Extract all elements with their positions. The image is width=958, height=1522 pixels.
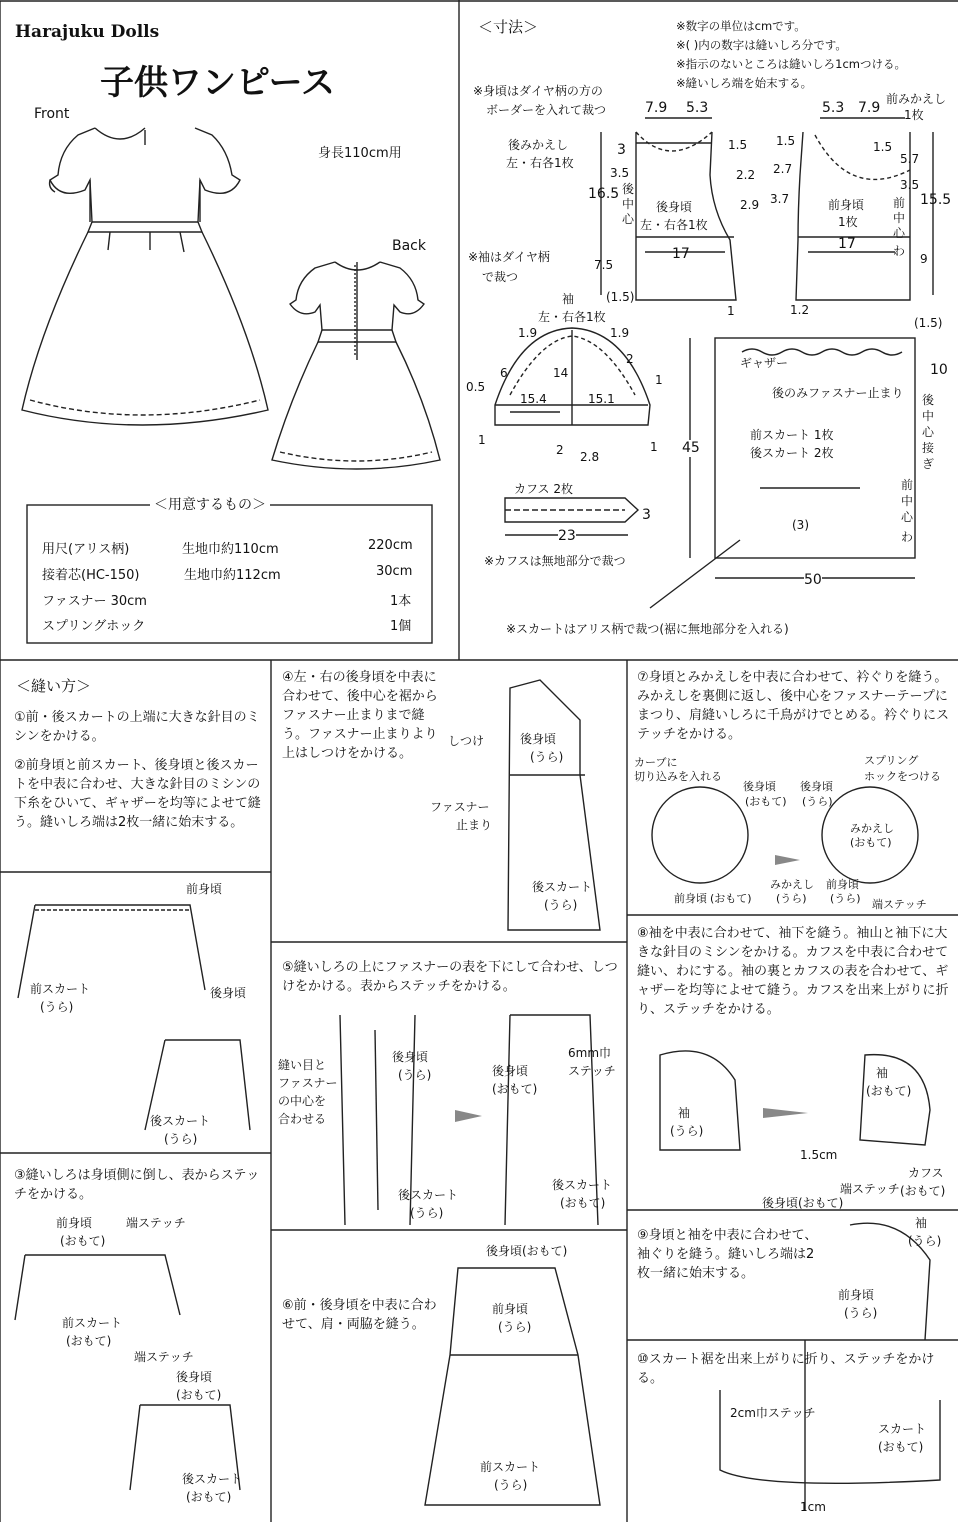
dim-value: 5.3 (686, 100, 709, 116)
brand-name: Harajuku Dolls (15, 22, 160, 42)
diagram-label: (うら) (164, 1132, 198, 1146)
diagram-label: 後身頃 (492, 1064, 529, 1078)
step-8: ⑧袖を中表に合わせて、袖下を縫う。袖山と袖下に大きな針目のミシンをかける。カフスを中表に合わせて縫い、わにする。袖の裏とカフスの表を合わせて、ギャザーを均等によせて縫う。カフスを出来上がりに折り、ステッチをかける。 (637, 926, 949, 1017)
piece-label: 1枚 (904, 108, 924, 122)
diagram-label: 後身頃(おもて) (486, 1244, 568, 1258)
center-label: 心 (922, 425, 935, 439)
dim-value: 23 (558, 528, 576, 544)
center-label: 心 (622, 212, 635, 226)
dim-value: (1.5) (606, 290, 635, 304)
diagram-label: 袖 (915, 1216, 928, 1230)
diagram-label: (うら) (410, 1206, 444, 1220)
diagram-label: 前身頃 (826, 878, 859, 891)
diagram-label: 端ステッチ (872, 898, 927, 911)
step-9: ⑨身頃と袖を中表に合わせて、袖ぐりを縫う。縫いしろ端は2枚一緒に始末する。 (637, 1228, 818, 1281)
dim-value: 15.5 (920, 192, 952, 208)
material-row-qty: 1個 (390, 619, 412, 634)
center-label: 接 (922, 441, 935, 455)
dim-value: 1 (478, 433, 486, 447)
back-dress-drawing (272, 262, 440, 469)
piece-label: 前みかえし (886, 92, 947, 106)
diagram-label: しつけ (448, 734, 485, 748)
piece-label: 後みかえし (508, 138, 569, 152)
center-label: 心 (893, 226, 906, 240)
dim-value: 45 (682, 440, 700, 456)
note: ※( )内の数字は縫いしろ分です。 (676, 38, 847, 52)
dim-value: 0.5 (466, 380, 486, 394)
center-label: 中 (901, 494, 914, 508)
diagram-label: (うら) (498, 1320, 532, 1334)
center-label: ぎ (922, 457, 935, 471)
front-bodice-pattern (796, 118, 933, 300)
step-2: ②前身頃と前スカート、後身頃と後スカートを中表に合わせ、大きな針目のミシンの下糸をひいて、ギャザーを均等によせて縫う。縫いしろ端は2枚一緒に始末する。 (14, 758, 261, 830)
diagram-label: (おもて) (866, 1084, 912, 1098)
diagram-label: (うら) (40, 1000, 74, 1014)
center-label: 後 (622, 182, 635, 196)
diagram-label: スプリング (864, 754, 919, 767)
diagram-label: 袖 (876, 1066, 889, 1080)
center-label: 後 (922, 393, 935, 407)
dim-value: 3.5 (610, 166, 630, 180)
diagram-label: 後身頃 (800, 780, 833, 793)
dim-value: 5.3 (822, 100, 845, 116)
diagram-label: (うら) (398, 1068, 432, 1082)
diagram-label: (おもて) (560, 1196, 606, 1210)
piece-label: ギャザー (740, 356, 789, 370)
dim-value: 2.2 (736, 168, 756, 182)
material-row-name: ファスナー 30cm (42, 594, 147, 609)
diagram-label: 後身頃 (743, 780, 776, 793)
diagram-label: ステッチ (568, 1064, 616, 1078)
diagram-label: 後スカート (150, 1114, 211, 1128)
dim-value: 2 (556, 443, 564, 457)
diagram-label: 後スカート (532, 880, 593, 894)
piece-label: 左・右各1枚 (506, 156, 574, 170)
diagram-label: の中心を (278, 1094, 327, 1108)
front-dress-drawing (22, 128, 268, 425)
dim-value: 16.5 (588, 186, 620, 202)
step-1: ①前・後スカートの上端に大きな針目のミシンをかける。 (14, 710, 260, 744)
piece-label: カフス 2枚 (514, 482, 573, 496)
dim-value: 15.4 (520, 392, 547, 406)
diagram-label: 前身頃 (186, 882, 223, 896)
back-label: Back (392, 238, 426, 254)
dim-value: 50 (804, 572, 822, 588)
diagram-label: ファスナー (278, 1076, 338, 1090)
diagram-label: (おもて) (900, 1184, 946, 1198)
dim-value: 1 (727, 304, 735, 318)
center-label: わ (901, 530, 914, 544)
dim-value: 2.8 (580, 450, 600, 464)
material-row-qty: 30cm (376, 564, 413, 579)
diagram-label: ホックをつける (864, 770, 941, 783)
diagram-label: カフス (908, 1166, 944, 1180)
dim-value: (1.5) (914, 316, 943, 330)
material-row-spec: 生地巾約110cm (182, 542, 279, 557)
dim-value: 1.2 (790, 303, 810, 317)
diagram-label: 端ステッチ (126, 1216, 186, 1230)
diagram-label: みかえし (770, 878, 814, 891)
dim-value: 5.7 (900, 152, 920, 166)
dim-value: 2 (626, 352, 634, 366)
dim-value: 3.7 (770, 192, 790, 206)
dim-value: 3 (642, 507, 651, 523)
step-5: ⑤縫いしろの上にファスナーの表を下にして合わせ、しつけをかける。表からステッチをかける。 (282, 960, 618, 994)
step-6: ⑥前・後身頃を中表に合わせて、肩・両脇を縫う。 (282, 1298, 437, 1332)
material-row-name: 用尺(アリス柄) (42, 542, 130, 557)
piece-label: 前スカート 1枚 (750, 428, 834, 442)
dim-value: 3.5 (900, 178, 920, 192)
diagram-label: 前身頃 (56, 1216, 93, 1230)
cuff-note: ※カフスは無地部分で裁つ (484, 554, 626, 568)
dim-value: 10 (930, 362, 948, 378)
bodice-note: ボーダーを入れて裁つ (486, 103, 607, 117)
diagram-label: 後身頃 (176, 1370, 213, 1384)
diagram-label: 後身頃 (210, 986, 247, 1000)
materials-heading: ＜用意するもの＞ (150, 497, 270, 514)
center-label: 前 (901, 478, 914, 492)
material-row-qty: 220cm (368, 538, 413, 553)
diagram-label: 後スカート (552, 1178, 613, 1192)
dim-value: 17 (672, 246, 690, 262)
diagram-label: (うら) (530, 750, 564, 764)
diagram-label: (うら) (494, 1478, 528, 1492)
dim-value: 1.9 (610, 326, 630, 340)
dim-value: 3 (617, 142, 626, 158)
center-label: 前 (893, 196, 906, 210)
diagram-label: 1.5cm (800, 1148, 838, 1162)
diagram-label: 前身頃 (838, 1288, 875, 1302)
diagram-label: 前身頃 (674, 892, 707, 905)
diagram-label: 合わせる (278, 1112, 327, 1126)
diagram-label: 前スカート (30, 982, 91, 996)
center-label: 心 (901, 510, 914, 524)
diagram-label: 前身頃 (492, 1302, 529, 1316)
center-label: 中 (893, 211, 906, 225)
note: ※指示のないところは縫いしろ1cmつける。 (676, 57, 906, 71)
diagram-label: (うら) (802, 795, 833, 808)
piece-label: 左・右各1枚 (538, 310, 606, 324)
diagram-label: ファスナー (430, 800, 490, 814)
piece-label: 後スカート 2枚 (750, 446, 834, 460)
sleeve-note: ※袖はダイヤ柄 (468, 250, 550, 264)
diagram-label: (おもて) (60, 1234, 106, 1248)
diagram-label: (うら) (544, 898, 578, 912)
step-7: ⑦身頃とみかえしを中表に合わせて、衿ぐりを縫う。みかえしを裏側に返し、後中心をファスナーテープにまつり、肩縫いしろに千鳥がけでとめる。衿ぐりにステッチをかける。 (637, 670, 950, 742)
diagram-label: (おもて) (745, 795, 787, 808)
step-4: ④左・右の後身頃を中表に合わせて、後中心を裾からファスナー止まりまで縫う。ファスナー止まりより上はしつけをかける。 (282, 670, 438, 761)
piece-label: 1枚 (838, 215, 858, 229)
diagram-label: (うら) (908, 1234, 942, 1248)
diagram-label: (おもて) (850, 836, 892, 849)
diagram-label: 後身頃 (520, 732, 557, 746)
center-label: 中 (622, 197, 635, 211)
diagram-label: 袖 (678, 1106, 691, 1120)
diagram-label: (おもて) (878, 1440, 924, 1454)
diagram-label: (うら) (670, 1124, 704, 1138)
diagram-label: (うら) (830, 892, 861, 905)
diagram-label: 端ステッチ (134, 1350, 194, 1364)
bodice-note: ※身頃はダイヤ柄の方の (473, 84, 603, 98)
dim-value: 7.5 (594, 258, 614, 272)
dim-value: 7.9 (858, 100, 881, 116)
material-row-name: スプリングホック (42, 619, 146, 634)
dim-value: 1.5 (728, 138, 748, 152)
diagram-label: 端ステッチ (840, 1182, 900, 1196)
diagram-label: 止まり (456, 818, 493, 832)
step-3: ③縫いしろは身頃側に倒し、表からステッチをかける。 (14, 1168, 260, 1202)
diagram-label: (おもて) (186, 1490, 232, 1504)
material-row-qty: 1本 (390, 594, 412, 609)
diagram-label: (おもて) (492, 1082, 538, 1096)
diagram-label: カーブに (634, 756, 678, 769)
dim-value: 17 (838, 236, 856, 252)
piece-label: 袖 (562, 292, 575, 306)
sewing-heading: ＜縫い方＞ (16, 677, 92, 695)
center-label: 中 (922, 409, 935, 423)
size-label: 身長110cm用 (318, 146, 402, 161)
diagram-label: 6mm巾 (568, 1046, 612, 1060)
dim-value: 1 (650, 440, 658, 454)
piece-label: 後のみファスナー止まり (772, 386, 904, 400)
diagram-label: みかえし (850, 822, 894, 835)
diagram-label: 前スカート (62, 1316, 123, 1330)
dim-value: 2.7 (773, 162, 793, 176)
dim-value: 1.5 (873, 140, 893, 154)
page-title: 子供ワンピース (100, 63, 335, 103)
diagram-label: 前スカート (480, 1460, 541, 1474)
note: ※数字の単位はcmです。 (676, 19, 806, 33)
diagram-label: 1cm (800, 1500, 826, 1514)
dim-value: 1 (655, 373, 663, 387)
dim-value: (3) (792, 518, 809, 532)
dimensions-heading: ＜寸法＞ (478, 18, 539, 36)
sleeve-pattern (495, 328, 650, 425)
diagram-label: 後スカート (398, 1188, 459, 1202)
dim-value: 6 (500, 366, 508, 380)
dim-value: 14 (553, 366, 569, 380)
skirt-note: ※スカートはアリス柄で裁つ(裾に無地部分を入れる) (506, 622, 789, 636)
dim-value: 9 (920, 252, 928, 266)
diagram-label: 2cm巾ステッチ (730, 1406, 816, 1420)
material-row-spec: 生地巾約112cm (184, 568, 281, 583)
diagram-label: 後スカート (182, 1472, 243, 1486)
front-label: Front (34, 106, 70, 122)
dim-value: 1.5 (776, 134, 796, 148)
diagram-label: (おもて) (710, 892, 752, 905)
piece-label: 後身頃 (656, 200, 693, 214)
diagram-label: 縫い目と (278, 1058, 327, 1072)
dim-value: 2.9 (740, 198, 760, 212)
skirt-pattern (650, 338, 915, 608)
dim-value: 1.9 (518, 326, 538, 340)
dim-value: 15.1 (588, 392, 615, 406)
step-10: ⑩スカート裾を出来上がりに折り、ステッチをかける。 (637, 1352, 935, 1386)
dim-value: 7.9 (645, 100, 668, 116)
material-row-name: 接着芯(HC-150) (42, 568, 140, 583)
piece-label: 左・右各1枚 (640, 218, 708, 232)
diagram-label: 切り込みを入れる (634, 770, 722, 783)
note: ※縫いしろ端を始末する。 (676, 76, 813, 90)
diagram-label: 後身頃(おもて) (762, 1196, 844, 1210)
diagram-label: (うら) (844, 1306, 878, 1320)
diagram-label: 後身頃 (392, 1050, 429, 1064)
piece-label: 前身頃 (828, 198, 865, 212)
sleeve-note: で裁つ (482, 270, 519, 284)
diagram-label: (おもて) (176, 1388, 222, 1402)
diagram-label: スカート (878, 1422, 927, 1436)
diagram-label: (おもて) (66, 1334, 112, 1348)
center-label: わ (893, 244, 906, 258)
diagram-label: (うら) (776, 892, 807, 905)
